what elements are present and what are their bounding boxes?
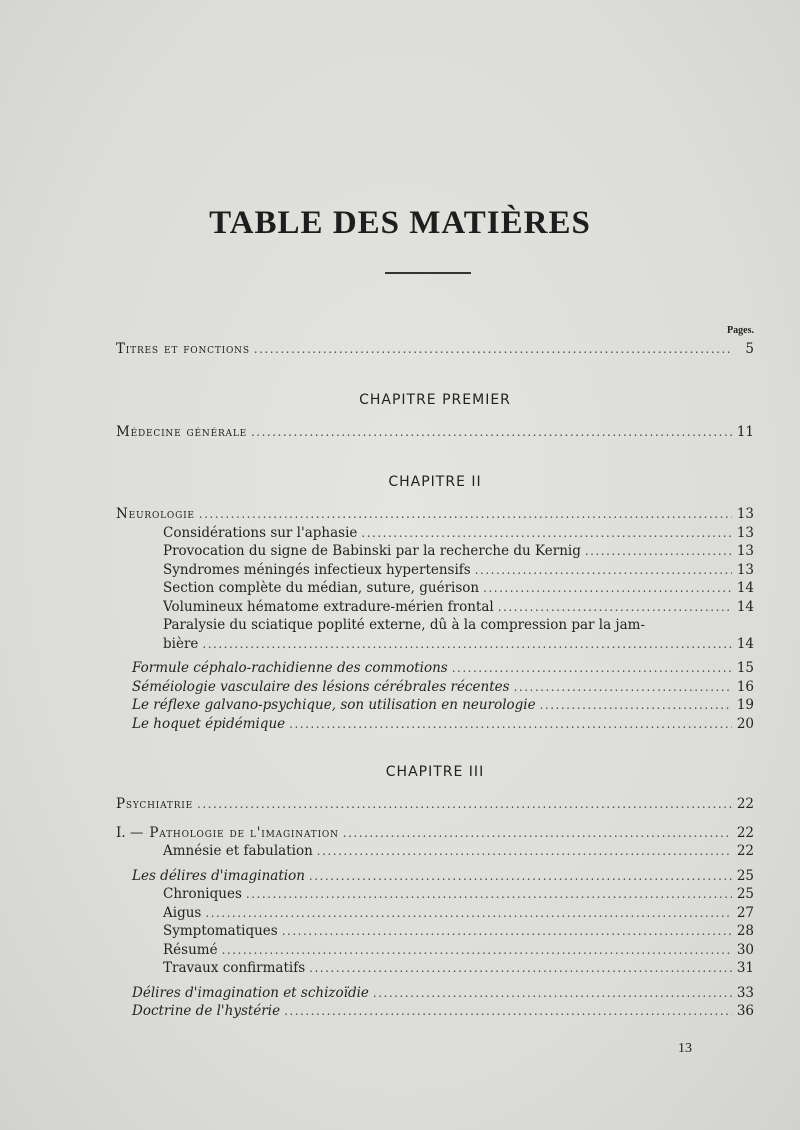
toc-entry-label: Considérations sur l'aphasie xyxy=(163,524,358,541)
leader-dots xyxy=(514,678,732,697)
toc-entry-page: 22 xyxy=(736,796,754,812)
toc-entry-label: Les délires d'imagination xyxy=(132,867,305,884)
toc-entry-page: 25 xyxy=(736,886,754,902)
toc-entry-page: 13 xyxy=(736,543,754,559)
toc-entry xyxy=(116,795,754,814)
toc-subentry xyxy=(116,696,754,715)
leader-dots xyxy=(284,1002,732,1021)
toc-subentry xyxy=(116,561,754,580)
leader-dots xyxy=(361,524,732,543)
toc-entry-label: bière xyxy=(163,635,199,652)
leader-dots xyxy=(199,505,732,524)
leader-dots xyxy=(498,598,732,617)
page-title: TABLE DES MATIÈRES xyxy=(209,205,591,241)
leader-dots xyxy=(585,542,732,561)
toc-entry-label: Le hoquet épidémique xyxy=(132,715,286,732)
toc-subentry xyxy=(116,984,754,1003)
chapter-heading: CHAPITRE III xyxy=(385,764,485,780)
toc-entry-label: Séméiologie vasculaire des lésions cérébrales récentes xyxy=(132,678,510,695)
toc-entry-label: Syndromes méningés infectieux hypertensifs xyxy=(163,561,471,578)
section-number: I. — xyxy=(116,824,144,841)
pages-column-label: Pages. xyxy=(727,325,754,336)
table-of-contents xyxy=(116,340,754,1021)
toc-section-entry xyxy=(116,824,754,843)
page-number: 13 xyxy=(678,1041,692,1056)
leader-dots xyxy=(251,423,732,442)
toc-entry-page: 13 xyxy=(736,524,754,541)
toc-entry-label: Formule céphalo-rachidienne des commotions xyxy=(132,660,448,676)
leader-dots xyxy=(202,635,732,654)
toc-entry-label: Travaux confirmatifs xyxy=(163,960,306,976)
toc-entry-label: Délires d'imagination et schizoïdie xyxy=(132,984,369,1001)
toc-entry-page: 14 xyxy=(736,598,754,615)
toc-subentry xyxy=(116,904,754,923)
toc-subentry xyxy=(116,922,754,941)
toc-subentry xyxy=(116,885,754,904)
toc-subentry xyxy=(116,542,754,561)
toc-entry-label: Le réflexe galvano-psychique, son utilisation en neurologie xyxy=(132,697,536,713)
title-rule xyxy=(385,272,471,274)
toc-entry-page: 36 xyxy=(736,1003,754,1019)
toc-entry-label: Section complète du médian, suture, guérison xyxy=(163,580,480,596)
leader-dots xyxy=(317,842,732,861)
toc-subentry xyxy=(116,941,754,960)
toc-subentry xyxy=(116,959,754,978)
toc-entry xyxy=(116,423,754,442)
toc-entry-label: Chroniques xyxy=(163,886,242,902)
leader-dots xyxy=(343,824,732,843)
toc-subentry xyxy=(116,867,754,886)
toc-entry-label: Titres et fonctions xyxy=(116,341,250,357)
toc-entry-page: 25 xyxy=(736,867,754,884)
leader-dots xyxy=(282,922,732,941)
toc-entry-page: 5 xyxy=(745,341,754,357)
toc-entry-label: Doctrine de l'hystérie xyxy=(132,1003,281,1019)
leader-dots xyxy=(246,885,732,904)
toc-entry xyxy=(116,505,754,524)
leader-dots xyxy=(197,795,732,814)
toc-subentry xyxy=(116,635,754,654)
toc-subentry xyxy=(116,678,754,697)
leader-dots xyxy=(452,659,732,678)
leader-dots xyxy=(373,984,732,1003)
toc-entry-label: Aigus xyxy=(163,904,202,921)
leader-dots xyxy=(309,867,732,886)
toc-entry-label: Volumineux hématome extradure-mérien frontal xyxy=(163,598,494,615)
leader-dots xyxy=(483,579,732,598)
toc-entry-page: 15 xyxy=(736,660,754,676)
toc-entry xyxy=(116,340,754,359)
leader-dots xyxy=(309,959,732,978)
leader-dots xyxy=(540,696,732,715)
toc-entry-page: 33 xyxy=(736,984,754,1001)
toc-subentry xyxy=(116,842,754,861)
toc-entry-page: 22 xyxy=(736,843,754,859)
toc-subentry xyxy=(116,524,754,543)
chapter-heading: CHAPITRE PREMIER xyxy=(359,391,511,408)
leader-dots xyxy=(205,904,732,923)
toc-entry-label: Amnésie et fabulation xyxy=(163,843,313,859)
toc-entry-page: 14 xyxy=(736,635,754,652)
chapter-heading: CHAPITRE II xyxy=(388,474,482,490)
leader-dots xyxy=(254,340,732,359)
toc-entry-label: Neurologie xyxy=(116,506,195,522)
toc-entry-page: 13 xyxy=(736,506,754,522)
leader-dots xyxy=(222,941,732,960)
toc-subentry xyxy=(116,579,754,598)
toc-entry-page: 20 xyxy=(736,715,754,732)
toc-entry-page: 16 xyxy=(736,678,754,695)
toc-entry-page: 27 xyxy=(736,904,754,921)
toc-subentry xyxy=(116,715,754,734)
toc-subentry xyxy=(116,598,754,617)
toc-entry-page: 30 xyxy=(736,941,754,958)
toc-entry-label: Pathologie de l'imagination xyxy=(149,824,339,841)
toc-entry-page: 19 xyxy=(736,697,754,713)
toc-subentry xyxy=(116,1002,754,1021)
toc-entry-label: Résumé xyxy=(163,941,218,958)
toc-entry-page: 11 xyxy=(736,423,754,440)
toc-subentry-wrapped-line: Paralysie du sciatique poplité externe, dû à la compression par la jam- xyxy=(163,617,646,633)
toc-entry-label: Psychiatrie xyxy=(116,796,194,812)
toc-entry-label: Provocation du signe de Babinski par la recherche du Kernig xyxy=(163,543,581,559)
toc-subentry xyxy=(116,659,754,678)
toc-entry-page: 13 xyxy=(736,561,754,578)
toc-entry-page: 31 xyxy=(736,960,754,976)
toc-entry-page: 14 xyxy=(736,580,754,596)
toc-entry-label: Symptomatiques xyxy=(163,923,278,939)
toc-entry-page: 22 xyxy=(736,824,754,841)
toc-entry-label: Médecine générale xyxy=(116,423,247,440)
leader-dots xyxy=(475,561,732,580)
leader-dots xyxy=(289,715,732,734)
toc-entry-page: 28 xyxy=(736,923,754,939)
